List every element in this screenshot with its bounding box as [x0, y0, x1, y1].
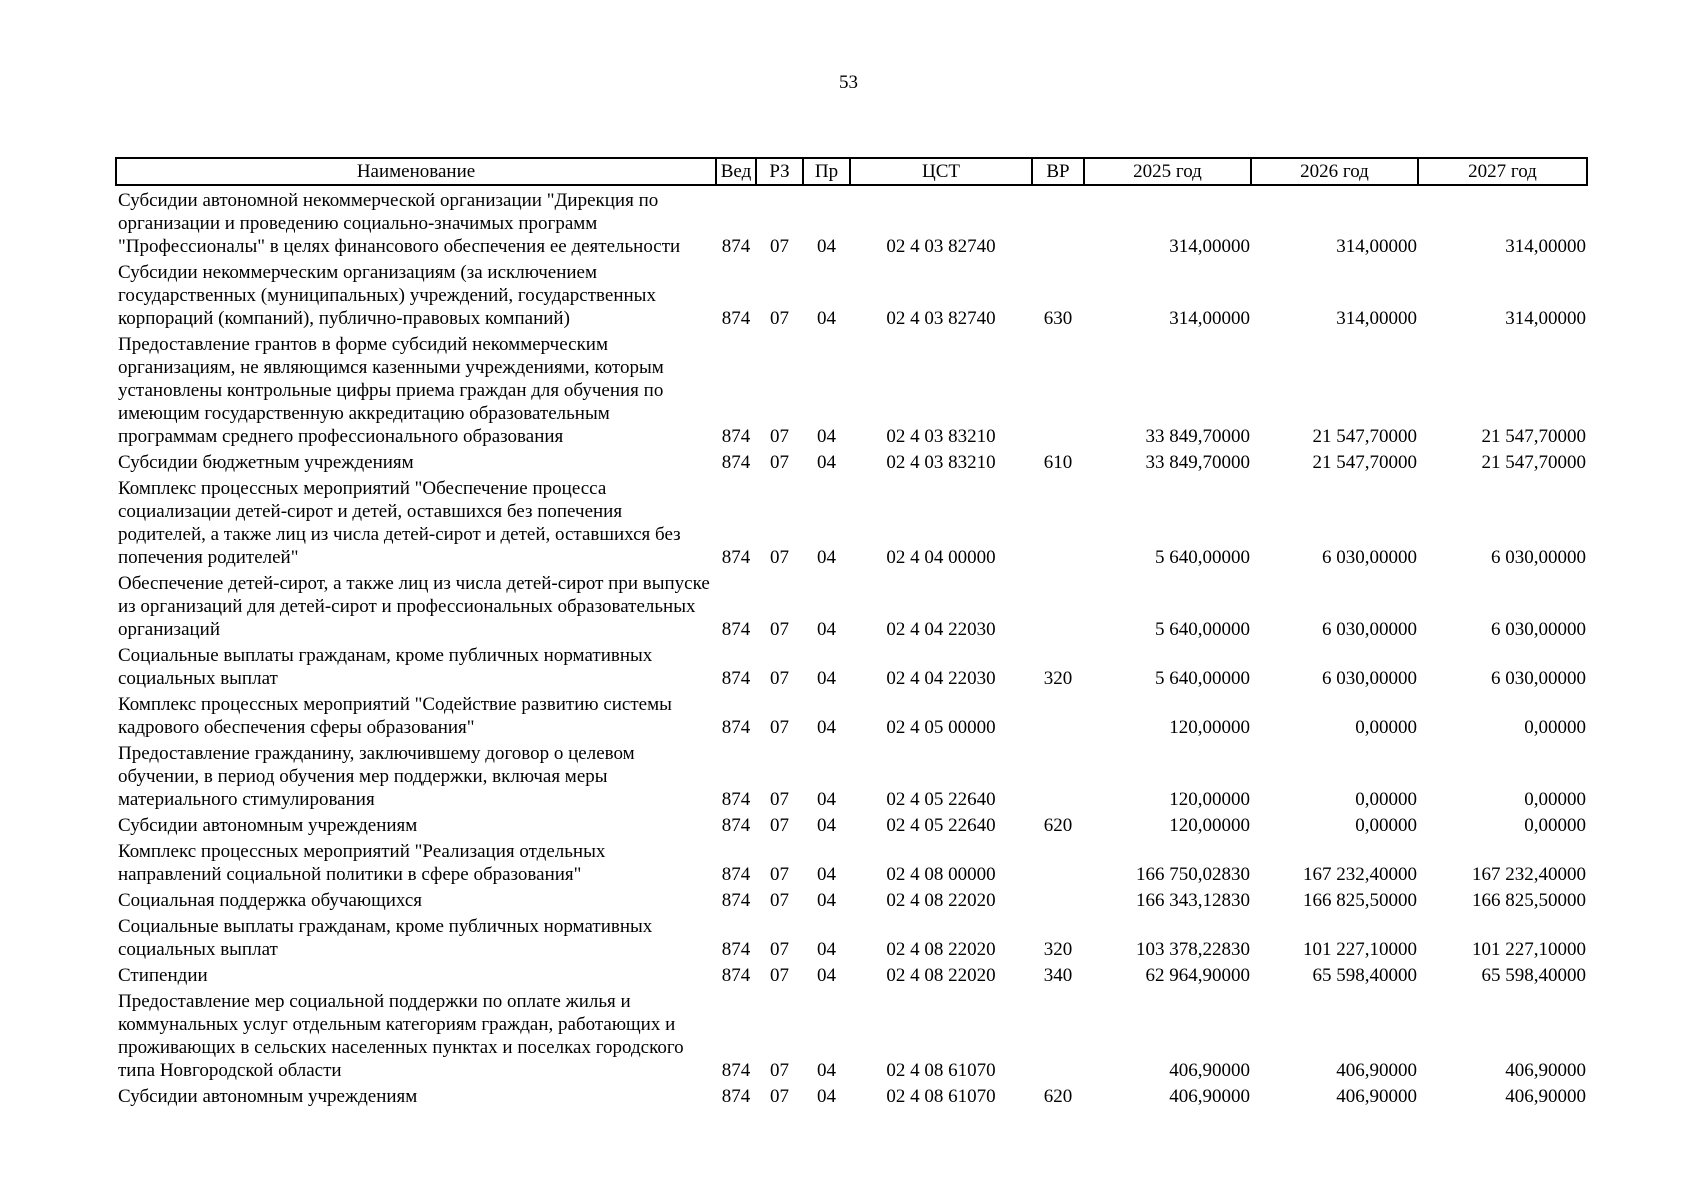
cell-cst: 02 4 05 22640 — [886, 815, 996, 836]
cell-2026: 0,00000 — [1355, 789, 1417, 810]
cell-2025: 5 640,00000 — [1155, 668, 1250, 689]
table-row — [116, 448, 1587, 474]
header-name: Наименование — [116, 158, 716, 185]
cell-2027: 406,90000 — [1505, 1086, 1586, 1107]
cell-cst: 02 4 05 00000 — [886, 717, 996, 738]
cell-ved: 874 — [721, 864, 751, 885]
cell-vr — [1032, 330, 1084, 448]
cell-pr: 04 — [817, 308, 836, 329]
cell-2026: 166 825,50000 — [1303, 890, 1417, 911]
cell-pr: 04 — [817, 1060, 836, 1081]
cell-name: Предоставление мер социальной поддержки по оплате жилья и коммунальных услуг отдельным категориям граждан, работающих и проживающих в сельских населенных пунктах и поселках городского типа Новгородской области — [118, 991, 684, 1081]
cell-name: Комплекс процессных мероприятий "Содействие развитию системы кадрового обеспечения сферы образования" — [118, 694, 672, 738]
cell-cst: 02 4 05 22640 — [886, 789, 996, 810]
cell-2027: 6 030,00000 — [1491, 547, 1586, 568]
cell-2025: 166 343,12830 — [1136, 890, 1250, 911]
cell-name: Предоставление грантов в форме субсидий некоммерческим организациям, не являющимся казенными учреждениями, которым установлены контрольные цифры приема граждан для обучения по имеющим государственную аккредитацию образовательным программам среднего профессионального образования — [118, 334, 664, 447]
header-ved: Вед — [716, 158, 756, 185]
cell-2026: 6 030,00000 — [1322, 668, 1417, 689]
header-cst: ЦСТ — [850, 158, 1032, 185]
cell-vr — [1032, 886, 1084, 912]
cell-2025: 5 640,00000 — [1155, 547, 1250, 568]
cell-cst: 02 4 03 83210 — [886, 426, 996, 447]
cell-2026: 0,00000 — [1355, 717, 1417, 738]
cell-cst: 02 4 08 22020 — [886, 890, 996, 911]
cell-2027: 65 598,40000 — [1481, 965, 1586, 986]
page-number: 53 — [839, 72, 858, 93]
cell-pr: 04 — [817, 1086, 836, 1107]
cell-2026: 314,00000 — [1336, 236, 1417, 257]
cell-2026: 65 598,40000 — [1312, 965, 1417, 986]
cell-2026: 0,00000 — [1355, 815, 1417, 836]
table-row — [116, 739, 1587, 811]
cell-pr: 04 — [817, 965, 836, 986]
cell-2025: 5 640,00000 — [1155, 619, 1250, 640]
cell-name: Стипендии — [118, 965, 208, 986]
cell-2026: 21 547,70000 — [1312, 452, 1417, 473]
cell-ved: 874 — [721, 452, 751, 473]
cell-pr: 04 — [817, 864, 836, 885]
cell-ved: 874 — [721, 717, 751, 738]
table-row — [116, 258, 1587, 330]
cell-2027: 0,00000 — [1524, 815, 1586, 836]
cell-cst: 02 4 03 82740 — [886, 308, 996, 329]
cell-cst: 02 4 04 00000 — [886, 547, 996, 568]
cell-rz: 07 — [770, 619, 789, 640]
cell-vr — [1032, 987, 1084, 1082]
cell-pr: 04 — [817, 815, 836, 836]
cell-2025: 33 849,70000 — [1145, 452, 1250, 473]
cell-2027: 21 547,70000 — [1481, 426, 1586, 447]
cell-pr: 04 — [817, 426, 836, 447]
cell-rz: 07 — [770, 815, 789, 836]
cell-2027: 314,00000 — [1505, 236, 1586, 257]
cell-2025: 62 964,90000 — [1145, 965, 1250, 986]
table-row — [116, 641, 1587, 690]
cell-pr: 04 — [817, 452, 836, 473]
table-row — [116, 886, 1587, 912]
cell-ved: 874 — [721, 668, 751, 689]
cell-name: Социальные выплаты гражданам, кроме публичных нормативных социальных выплат — [118, 916, 653, 960]
cell-name: Комплекс процессных мероприятий "Обеспечение процесса социализации детей-сирот и детей, оставшихся без попечения родителей, а также лиц из числа детей-сирот и детей, оставшихся без попечения родителей" — [118, 478, 681, 568]
cell-2026: 101 227,10000 — [1303, 939, 1417, 960]
header-2026: 2026 год — [1251, 158, 1418, 185]
table-row — [116, 811, 1587, 837]
cell-cst: 02 4 04 22030 — [886, 619, 996, 640]
cell-ved: 874 — [721, 619, 751, 640]
cell-rz: 07 — [770, 1060, 789, 1081]
cell-2026: 21 547,70000 — [1312, 426, 1417, 447]
cell-2025: 166 750,02830 — [1136, 864, 1250, 885]
cell-rz: 07 — [770, 308, 789, 329]
cell-cst: 02 4 03 83210 — [886, 452, 996, 473]
cell-rz: 07 — [770, 864, 789, 885]
cell-ved: 874 — [721, 547, 751, 568]
cell-rz: 07 — [770, 426, 789, 447]
cell-name: Предоставление гражданину, заключившему договор о целевом обучении, в период обучения мер поддержки, включая меры материального стимулирования — [118, 743, 635, 810]
table-row — [116, 569, 1587, 641]
cell-pr: 04 — [817, 890, 836, 911]
cell-2025: 314,00000 — [1169, 308, 1250, 329]
header-vr: ВР — [1032, 158, 1084, 185]
cell-vr: 340 — [1043, 965, 1073, 986]
cell-2025: 314,00000 — [1169, 236, 1250, 257]
cell-2026: 314,00000 — [1336, 308, 1417, 329]
cell-cst: 02 4 08 22020 — [886, 939, 996, 960]
budget-table — [115, 157, 1588, 1108]
cell-2027: 6 030,00000 — [1491, 619, 1586, 640]
cell-2027: 166 825,50000 — [1472, 890, 1586, 911]
cell-2026: 406,90000 — [1336, 1060, 1417, 1081]
cell-vr — [1032, 185, 1084, 258]
cell-rz: 07 — [770, 717, 789, 738]
cell-2027: 167 232,40000 — [1472, 864, 1586, 885]
cell-rz: 07 — [770, 668, 789, 689]
table-row — [116, 961, 1587, 987]
cell-vr — [1032, 837, 1084, 886]
cell-name: Субсидии некоммерческим организациям (за исключением государственных (муниципальных) учреждений, государственных корпораций (компаний), публично-правовых компаний) — [118, 262, 656, 329]
cell-ved: 874 — [721, 939, 751, 960]
cell-name: Субсидии автономным учреждениям — [118, 815, 418, 836]
cell-ved: 874 — [721, 789, 751, 810]
cell-pr: 04 — [817, 789, 836, 810]
cell-cst: 02 4 08 61070 — [886, 1086, 996, 1107]
cell-2026: 6 030,00000 — [1322, 619, 1417, 640]
cell-ved: 874 — [721, 1060, 751, 1081]
cell-name: Субсидии бюджетным учреждениям — [118, 452, 414, 473]
cell-name: Субсидии автономной некоммерческой организации "Дирекция по организации и проведению социально-значимых программ "Профессионалы" в целях финансового обеспечения ее деятельности — [118, 190, 681, 257]
header-2027: 2027 год — [1418, 158, 1587, 185]
cell-2027: 21 547,70000 — [1481, 452, 1586, 473]
table-row — [116, 474, 1587, 569]
cell-name: Социальная поддержка обучающихся — [118, 890, 423, 911]
cell-2026: 6 030,00000 — [1322, 547, 1417, 568]
table-row — [116, 330, 1587, 448]
cell-pr: 04 — [817, 547, 836, 568]
cell-2026: 167 232,40000 — [1303, 864, 1417, 885]
cell-vr: 320 — [1043, 668, 1073, 689]
cell-2025: 406,90000 — [1169, 1086, 1250, 1107]
cell-cst: 02 4 03 82740 — [886, 236, 996, 257]
cell-2025: 103 378,22830 — [1136, 939, 1250, 960]
cell-cst: 02 4 08 22020 — [886, 965, 996, 986]
cell-name: Субсидии автономным учреждениям — [118, 1086, 418, 1107]
table-row — [116, 837, 1587, 886]
table-row — [116, 987, 1587, 1082]
table-row — [116, 912, 1587, 961]
header-2025: 2025 год — [1084, 158, 1251, 185]
cell-ved: 874 — [721, 308, 751, 329]
table-header-row — [116, 158, 1587, 185]
cell-vr: 610 — [1043, 452, 1073, 473]
cell-2025: 120,00000 — [1169, 789, 1250, 810]
cell-ved: 874 — [721, 890, 751, 911]
cell-2026: 406,90000 — [1336, 1086, 1417, 1107]
cell-rz: 07 — [770, 547, 789, 568]
cell-pr: 04 — [817, 939, 836, 960]
cell-ved: 874 — [721, 1086, 751, 1107]
cell-2027: 0,00000 — [1524, 717, 1586, 738]
cell-2025: 406,90000 — [1169, 1060, 1250, 1081]
cell-vr — [1032, 739, 1084, 811]
header-rz: РЗ — [756, 158, 803, 185]
cell-2027: 314,00000 — [1505, 308, 1586, 329]
cell-ved: 874 — [721, 815, 751, 836]
cell-pr: 04 — [817, 717, 836, 738]
cell-2027: 101 227,10000 — [1472, 939, 1586, 960]
cell-vr: 620 — [1043, 1086, 1073, 1107]
cell-rz: 07 — [770, 965, 789, 986]
cell-rz: 07 — [770, 236, 789, 257]
cell-rz: 07 — [770, 939, 789, 960]
cell-2025: 120,00000 — [1169, 815, 1250, 836]
cell-vr — [1032, 474, 1084, 569]
cell-name: Обеспечение детей-сирот, а также лиц из числа детей-сирот при выпуске из организаций для детей-сирот и профессиональных образовательных организаций — [118, 573, 710, 640]
cell-name: Комплекс процессных мероприятий "Реализация отдельных направлений социальной политики в сфере образования" — [118, 841, 606, 885]
cell-cst: 02 4 04 22030 — [886, 668, 996, 689]
cell-ved: 874 — [721, 965, 751, 986]
table-row — [116, 185, 1587, 258]
cell-rz: 07 — [770, 1086, 789, 1107]
cell-2025: 120,00000 — [1169, 717, 1250, 738]
cell-vr: 620 — [1043, 815, 1073, 836]
cell-vr — [1032, 569, 1084, 641]
header-pr: Пр — [803, 158, 850, 185]
cell-ved: 874 — [721, 426, 751, 447]
cell-2025: 33 849,70000 — [1145, 426, 1250, 447]
cell-vr — [1032, 690, 1084, 739]
cell-pr: 04 — [817, 236, 836, 257]
cell-rz: 07 — [770, 789, 789, 810]
cell-cst: 02 4 08 00000 — [886, 864, 996, 885]
cell-ved: 874 — [721, 236, 751, 257]
cell-rz: 07 — [770, 890, 789, 911]
cell-rz: 07 — [770, 452, 789, 473]
table-row — [116, 1082, 1587, 1108]
table-row — [116, 690, 1587, 739]
cell-pr: 04 — [817, 619, 836, 640]
cell-cst: 02 4 08 61070 — [886, 1060, 996, 1081]
cell-vr: 630 — [1043, 308, 1073, 329]
cell-2027: 6 030,00000 — [1491, 668, 1586, 689]
cell-vr: 320 — [1043, 939, 1073, 960]
cell-2027: 0,00000 — [1524, 789, 1586, 810]
cell-pr: 04 — [817, 668, 836, 689]
cell-name: Социальные выплаты гражданам, кроме публичных нормативных социальных выплат — [118, 645, 653, 689]
cell-2027: 406,90000 — [1505, 1060, 1586, 1081]
